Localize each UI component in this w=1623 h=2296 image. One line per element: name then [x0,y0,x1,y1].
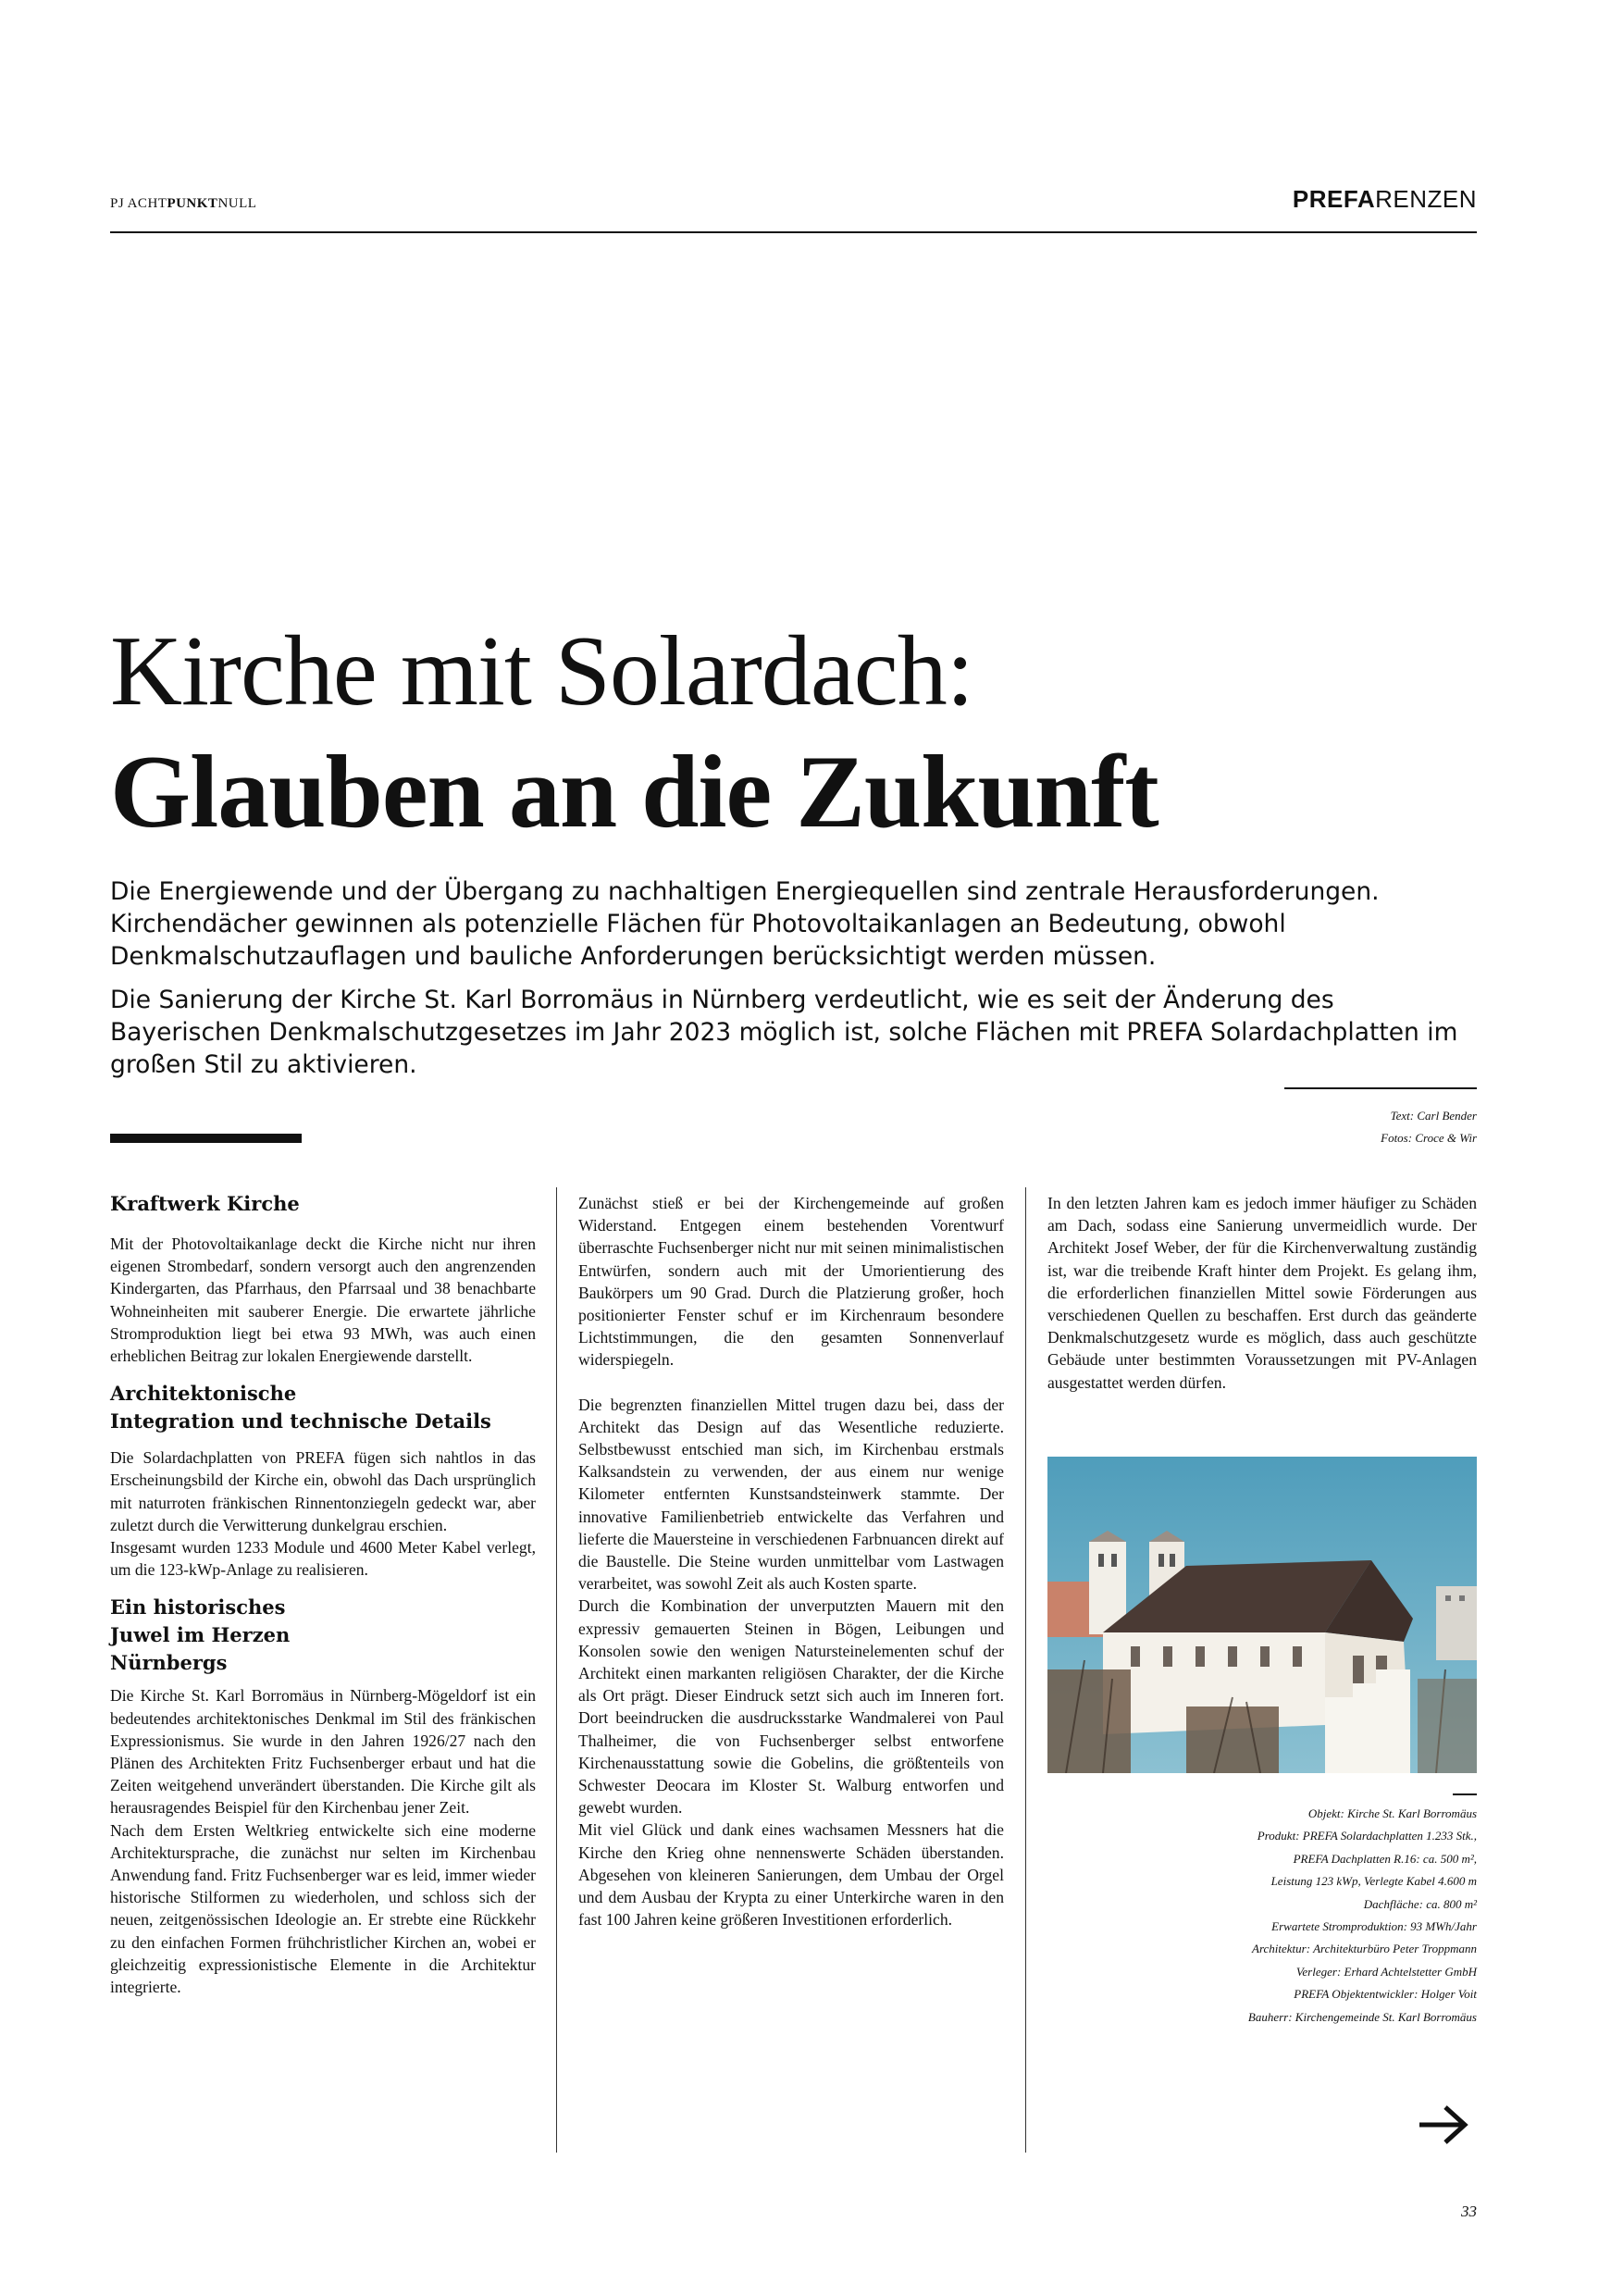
heading-kraftwerk: Kraftwerk Kirche [110,1192,300,1215]
column-divider-1 [556,1187,557,2153]
column-2 [578,1192,1004,1931]
paragraph: Durch die Kombination der unverputzten Mauern mit den expressiv gemauerten Steinen in Bögen, Leibungen und Konsolen sowie den wenigen Natursteinelementen schuf der Architekt einen markanten religiösen Charakter, der die Kirche als Ort prägt. Dieser Eindruck setzt sich auch im Inneren fort. Dort beeindrucken die ausdrucksstarke Wandmalerei von Paul Thalheimer, die von Fuchsenberger selbst entworfene Kirchenausstattung sowie die Gobelins, die größtenteils von Schwester Deocara im Kloster St. Walburg entworfen und gewebt wurden. [578,1596,1004,1818]
page-number: 33 [1461,2203,1477,2220]
heading-architektur-2: Integration und technische Details [110,1409,491,1433]
fact-line: Leistung 123 kWp, Verlegte Kabel 4.600 m [1270,1874,1477,1889]
heading-architektur-1: Architektonische [110,1382,297,1406]
fact-line: Erwartete Stromproduktion: 93 MWh/Jahr [1271,1919,1477,1934]
paragraph: Insgesamt wurden 1233 Module und 4600 Meter Kabel verlegt, um die 123-kWp-Anlage zu realisieren. [110,1538,536,1580]
arrow-right-icon[interactable] [1418,2104,1469,2149]
fact-line: Objekt: Kirche St. Karl Borromäus [1307,1806,1477,1820]
church-photo [1047,1457,1477,1773]
fact-line: Verleger: Erhard Achtelstetter GmbH [1295,1964,1477,1979]
heading-juwel-3: Nürnbergs [110,1651,228,1675]
column-3 [1047,1192,1477,1394]
intro-paragraph-2: Die Sanierung der Kirche St. Karl Borromäus in Nürnberg verdeutlicht, wie es seit der Änderung des Bayerischen Denkmalschutzgesetzes im Jahr 2023 möglich ist, solche Flächen mit PREFA Solardachplatten im großen Stil zu aktivieren. [110,986,1458,1079]
header-rule [110,231,1477,233]
paragraph: Zunächst stieß er bei der Kirchengemeinde auf großen Widerstand. Entgegen einem bestehenden Vorentwurf überraschte Fuchsenberger nicht nur mit seinen minimalistischen Entwürfen, sondern auch mit der Umorientierung des Baukörpers um 90 Grad. Durch die Platzierung großer, hoch positionierter Fenster schuf er im Kirchenraum besondere Lichtstimmungen, die den gesamten Sonnenverlauf widerspiegeln. [578,1194,1004,1370]
fact-line: PREFA Objektentwickler: Holger Voit [1294,1987,1477,2002]
fact-line: Architektur: Architekturbüro Peter Troppmann [1252,1942,1477,1956]
title-line-1: Kirche mit Solardach: [110,616,973,726]
header-magazine-name: PJ ACHTPUNKTNULL [110,196,257,211]
paragraph: Mit viel Glück und dank eines wachsamen Messners hat die Kirche den Krieg ohne nennenswerte Schäden überstanden. Abgesehen von kleineren Sanierungen, dem Umbau der Orgel und dem Ausbau der Krypta zu einer Unterkirche waren in den fast 100 Jahren keine größeren Investitionen erforderlich. [578,1820,1004,1930]
facts-rule [1453,1793,1477,1795]
credit-text: Text: Carl Bender [1390,1109,1477,1123]
paragraph: In den letzten Jahren kam es jedoch immer häufiger zu Schäden am Dach, sodass eine Sanierung unvermeidlich wurde. Der Architekt Josef Weber, der für die Kirchenverwaltung zuständig ist, war die treibende Kraft hinter dem Projekt. Es gelang ihm, die erforderlichen finanziellen Mittel sowie Förderungen aus verschiedenen Quellen zu beschaffen. Erst durch das geänderte Denkmalschutzgesetz wurde es möglich, dass auch geschützte Gebäude unter bestimmten Voraussetzungen mit PV-Anlagen ausgestattet werden dürfen. [1047,1194,1477,1392]
section-bar [110,1134,302,1143]
column-1 [110,1190,536,1998]
paragraph: Mit der Photovoltaikanlage deckt die Kirche nicht nur ihren eigenen Strombedarf, sondern versorgt auch den angrenzenden Kindergarten, das Pfarrhaus, den Pfarrsaal und 38 benachbarte Wohneinheiten mit sauberer Energie. Die erwartete jährliche Stromproduktion liegt bei etwa 93 MWh, was auch einen erheblichen Beitrag zur lokalen Energiewende darstellt. [110,1235,536,1366]
heading-juwel-1: Ein historisches [110,1595,286,1620]
paragraph: Die Solardachplatten von PREFA fügen sich nahtlos in das Erscheinungsbild der Kirche ein, obwohl das Dach ursprünglich mit naturroten fränkischen Rinnentonziegeln gedeckt war, aber zuletzt durch die Verwitterung dunkelgrau erschien. [110,1448,536,1534]
credit-rule [1284,1087,1477,1089]
fact-line: PREFA Dachplatten R.16: ca. 500 m², [1293,1851,1477,1866]
heading-juwel-2: Juwel im Herzen [110,1623,291,1647]
column-divider-2 [1025,1187,1026,2153]
title-line-2: Glauben an die Zukunft [110,735,1158,850]
header-section-name: PREFARENZEN [1292,185,1477,213]
fact-line: Produkt: PREFA Solardachplatten 1.233 Stk., [1257,1829,1477,1843]
paragraph: Nach dem Ersten Weltkrieg entwickelte sich eine moderne Architektursprache, die zunächst nur selten im Kirchenbau Anwendung fand. Fritz Fuchsenberger war es leid, immer wieder historische Stilformen zu wiederholen, und schloss sich der neuen, zeitgenössischen Ideologie an. Er strebte eine Rückkehr zu den einfachen Formen frühchristlicher Kirchen an, wobei er gleichzeitig expressionistische Elemente in die Architektur integrierte. [110,1820,536,1997]
fact-line: Dachfläche: ca. 800 m² [1363,1896,1477,1911]
paragraph: Die Kirche St. Karl Borromäus in Nürnberg-Mögeldorf ist ein bedeutendes architektonisches Denkmal im Stil des fränkischen Expressionismus. Sie wurde in den Jahren 1926/27 nach den Plänen des Architekten Fritz Fuchsenberger erbaut und hat die Zeiten weitgehend unverändert überstanden. Die Kirche gilt als herausragendes Beispiel für den Kirchenbau jener Zeit. [110,1686,536,1818]
intro-paragraph-1: Die Energiewende und der Übergang zu nachhaltigen Energiequellen sind zentrale Herausforderungen. Kirchendächer gewinnen als potenzielle Flächen für Photovoltaikanlagen an Bedeutung, obwohl Denkmalschutzauflagen und bauliche Anforderungen berücksichtigt werden müssen. [110,877,1380,971]
fact-line: Bauherr: Kirchengemeinde St. Karl Borromäus [1247,2009,1477,2024]
paragraph: Die begrenzten finanziellen Mittel trugen dazu bei, dass der Architekt das Design auf das Wesentliche reduzierte. Selbstbewusst entschied man sich, im Kirchenbau erstmals Kalksandstein zu verwenden, der aus einem nur wenige Kilometer entfernten Kunstsandsteinwerk stammte. Der innovative Familienbetrieb entwickelte das Verfahren und lieferte die Mauersteine in verschiedenen Farbnuancen direkt auf die Baustelle. Die Steine wurden unmittelbar vom Lastwagen verarbeitet, was sowohl Zeit als auch Kosten sparte. [578,1395,1004,1594]
project-facts [1088,1803,1477,2029]
credit-photos: Fotos: Croce & Wir [1381,1131,1477,1145]
